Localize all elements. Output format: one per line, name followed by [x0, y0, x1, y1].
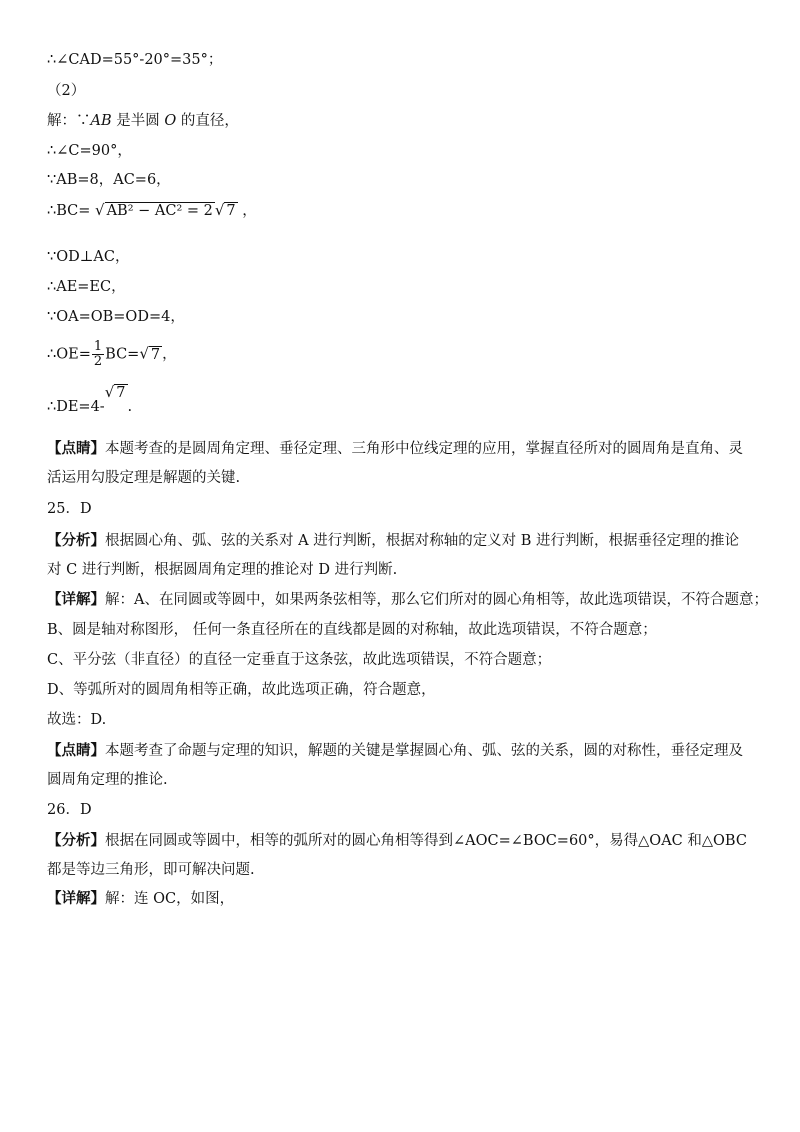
text: 的直径， [176, 113, 239, 129]
text: 本题考查的是圆周角定理、垂径定理、三角形中位线定理的应用，掌握直径所对的圆周角是直角、灵活运用勾股定理是解题的关键. [47, 441, 743, 486]
text: BC= [105, 346, 140, 363]
sqrt-sign: √ [95, 201, 105, 219]
text: 解：∵ [47, 113, 91, 129]
choice-25: 故选：D. [47, 712, 107, 728]
sqrt-sign: √ [139, 344, 149, 363]
answer-26: 26．D [47, 802, 92, 818]
text: 根据在同圆或等圆中，相等的弧所对的圆心角相等得到∠AOC=∠BOC=60°，易得△OAC 和△OBC 都是等边三角形，即可解决问题. [47, 833, 747, 878]
numerator: 1 [93, 339, 103, 354]
text: 根据圆心角、弧、弦的关系对 A 进行判断，根据对称轴的定义对 B 进行判断，根据垂径定理的推论对 C 进行判断，根据圆周角定理的推论对 D 进行判断. [47, 533, 740, 578]
line-cad: ∴∠CAD=55°-20°=35°； [47, 52, 223, 68]
text: 本题考查了命题与定理的知识，解题的关键是掌握圆心角、弧、弦的关系，圆的对称性，垂径定理及圆周角定理的推论. [47, 743, 743, 788]
line-part2: （2） [47, 83, 86, 99]
radicand: 7 [150, 346, 161, 363]
tag-dianjing: 【点睛】 [47, 440, 105, 457]
line-ae-ec: ∴AE=EC， [47, 279, 126, 295]
fraction-half [92, 340, 104, 369]
line-od-perp: ∵OD⊥AC， [47, 249, 130, 265]
detail-25-d: D、等弧所对的圆周角相等正确，故此选项正确，符合题意， [47, 682, 436, 698]
line-bc [47, 200, 257, 221]
tag-xiangjie: 【详解】 [47, 591, 105, 608]
text: 是半圆 [111, 113, 165, 129]
sqrt-expr [105, 201, 215, 221]
sqrt-7 [149, 345, 162, 365]
analysis-26 [47, 826, 753, 885]
text: ， [242, 203, 257, 219]
comment-paragraph-2 [47, 736, 753, 795]
sqrt-7 [224, 201, 237, 221]
line-oe [47, 340, 177, 369]
var: O [164, 113, 177, 129]
text: ∴OE= [47, 346, 91, 363]
detail-25-c: C、平分弦（非直径）的直径一定垂直于这条弦，故此选项错误，不符合题意； [47, 652, 552, 668]
line-angle-c: ∴∠C=90°， [47, 143, 132, 159]
text: 解：连 OC，如图， [105, 891, 235, 907]
line-de [47, 383, 133, 417]
var: AB [90, 113, 112, 129]
text: 解：A、在同圆或等圆中，如果两条弦相等，那么它们所对的圆心角相等，故此选项错误，不符合题意； [105, 592, 768, 608]
detail-25-a [47, 590, 768, 610]
radicand: 7 [116, 385, 126, 401]
sqrt-sign: √ [214, 201, 225, 219]
sqrt-7 [114, 383, 127, 403]
text: ∴BC= [47, 203, 91, 219]
detail-25-b: B、圆是轴对称图形， 任何一条直径所在的直线都是圆的对称轴，故此选项错误，不符合题意； [47, 622, 657, 638]
denominator: 2 [93, 354, 103, 369]
text: ， [162, 346, 177, 363]
tag-fenxi: 【分析】 [47, 832, 105, 849]
tag-fenxi: 【分析】 [47, 532, 105, 549]
comment-paragraph-1 [47, 434, 753, 493]
text: ∴DE=4- [47, 399, 105, 415]
text: . [127, 399, 133, 415]
detail-26 [47, 889, 234, 909]
tag-xiangjie: 【详解】 [47, 890, 105, 907]
analysis-25 [47, 526, 753, 585]
answer-25: 25．D [47, 501, 92, 517]
radicand: 7 [226, 203, 236, 219]
tag-dianjing: 【点睛】 [47, 742, 105, 759]
sqrt-sign: √ [104, 383, 115, 401]
line-ab-ac: ∵AB=8，AC=6， [47, 172, 171, 188]
line-oa-ob-od: ∵OA=OB=OD=4， [47, 309, 185, 325]
line-diameter [47, 111, 239, 131]
radicand: AB² − AC² = 2 [106, 203, 213, 219]
